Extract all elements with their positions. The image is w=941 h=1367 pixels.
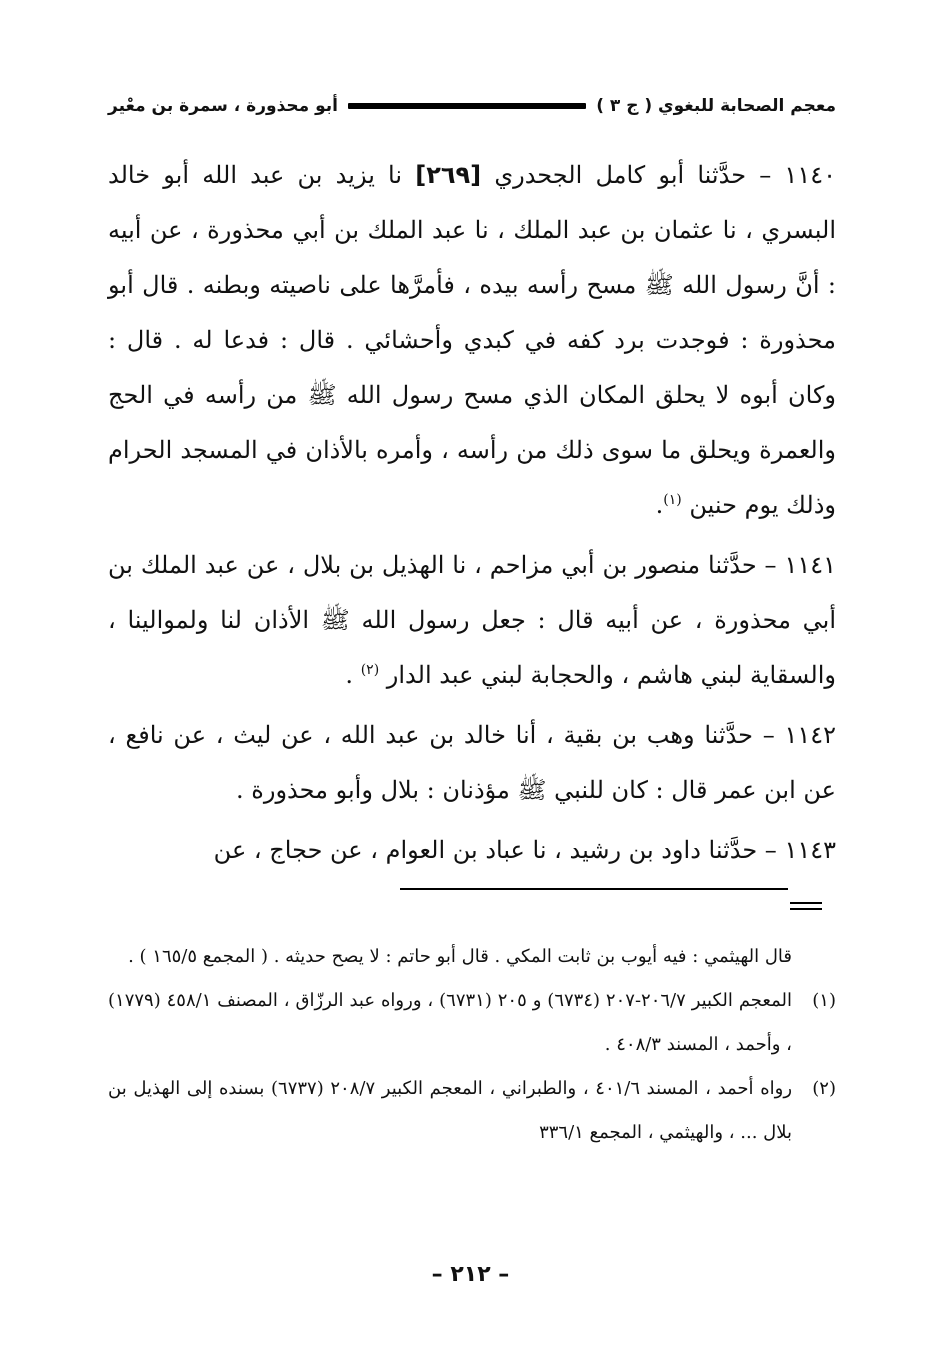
footnote-text: رواه أحمد ، المسند ٤٠١/٦ ، والطبراني ، المعجم الكبير ٢٠٨/٧ (٦٧٣٧) بسنده إلى الهذيل بن بلال ... ، والهيثمي ، المجمع ٣٣٦/١: [108, 1078, 793, 1143]
continuation-mark: [790, 902, 822, 910]
footnotes: [108, 935, 836, 1155]
hadith-1140: [108, 148, 836, 533]
running-header: [108, 90, 836, 122]
page-number: – ٢١٢ –: [431, 1262, 510, 1287]
footnote-separator: [400, 888, 788, 890]
hadith-1142: [108, 708, 836, 818]
header-rule: [348, 103, 586, 109]
footnote-continued: [108, 935, 836, 979]
footnote-text: قال الهيثمي : فيه أيوب بن ثابت المكي . قال أبو حاتم : لا يصح حديثه . ( المجمع ١٦٥/٥ ) .: [128, 946, 792, 967]
main-text: [108, 148, 836, 878]
footnote-text: المعجم الكبير ٢٠٦/٧-٢٠٧ (٦٧٣٤) و ٢٠٥ (٦٧٣١) ، ورواه عبد الرزّاق ، المصنف ٤٥٨/١ (١٧٧٩) ، وأحمد ، المسند ٤٠٨/٣ .: [108, 990, 792, 1055]
footnote-1: [108, 979, 836, 1067]
footnote-2: [108, 1067, 836, 1155]
paragraph-text: ١١٤١ – حدَّثنا منصور بن أبي مزاحم ، نا الهذيل بن بلال ، عن عبد الملك بن أبي محذورة ، عن أبيه قال : جعل رسول الله ﷺ الأذان لنا ولموالينا ، والسقاية لبني هاشم ، والحجابة لبني عبد الدار: [108, 551, 836, 689]
hadith-1141: [108, 538, 836, 703]
paragraph-end: .: [345, 661, 361, 689]
manuscript-page-marker: [٢٦٩]: [415, 161, 482, 189]
header-book-title: معجم الصحابة للبغوي ( ج ٣ ): [596, 96, 836, 116]
footnote-number: (٢): [812, 1078, 836, 1099]
paragraph-end: .: [655, 491, 664, 519]
hadith-1143: [108, 823, 836, 878]
header-section-title: أبو محذورة ، سمرة بن معْير: [108, 96, 338, 116]
footnote-reference: (٢): [360, 662, 380, 678]
footnote-reference: (١): [663, 492, 682, 508]
paragraph-text: نا يزيد بن عبد الله أبو خالد البسري ، نا عثمان بن عبد الملك ، نا عبد الملك بن أبي محذورة ، عن أبيه : أنَّ رسول الله ﷺ مسح رأسه بيده ، فأمرَّها على ناصيته وبطنه . قال أبو محذورة : فوجدت برد كفه في كبدي وأحشائي . قال : فدعا له . قال : وكان أبوه لا يحلق المكان الذي مسح رسول الله ﷺ من رأسه في الحج والعمرة ويحلق ما سوى ذلك من رأسه ، وأمره بالأذان في المسجد الحرام وذلك يوم حنين: [108, 161, 836, 519]
paragraph-text: ١١٤٠ – حدَّثنا أبو كامل الجحدري: [481, 161, 836, 189]
paragraph-text: ١١٤٣ – حدَّثنا داود بن رشيد ، نا عباد بن العوام ، عن حجاج ، عن: [213, 836, 836, 864]
footnote-number: (١): [812, 990, 836, 1011]
paragraph-text: ١١٤٢ – حدَّثنا وهب بن بقية ، أنا خالد بن عبد الله ، عن ليث ، عن نافع ، عن ابن عمر قال : كان للنبي ﷺ مؤذنان : بلال وأبو محذورة .: [108, 721, 836, 804]
